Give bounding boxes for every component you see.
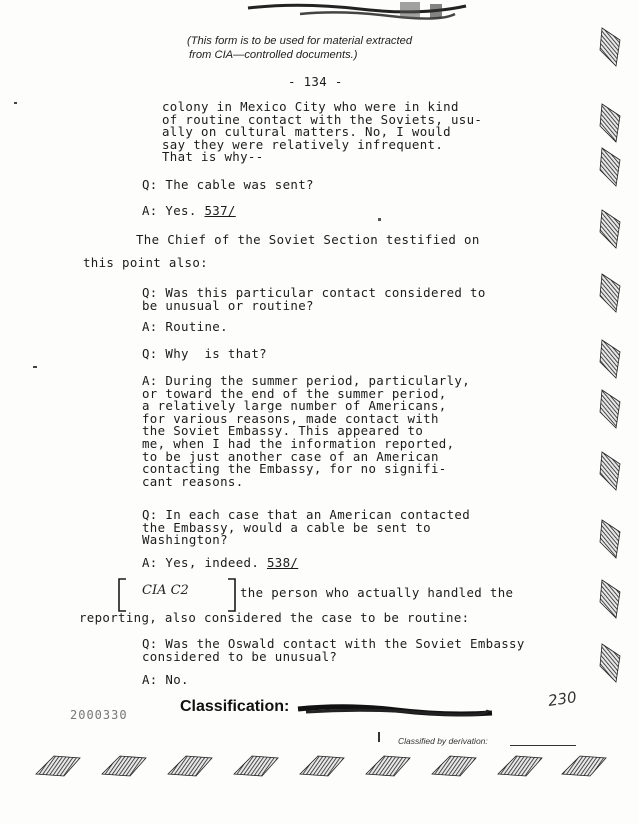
answer-routine: A: Routine.	[142, 319, 228, 334]
margin-speck	[14, 102, 17, 104]
form-note-line-1: (This form is to be used for material extracted	[187, 35, 413, 47]
right-border-marks	[592, 20, 632, 740]
classification-label: Classification:	[180, 698, 290, 715]
page-number: - 134 -	[288, 74, 343, 89]
stamp-number: 2000330	[70, 708, 128, 722]
footnote-ref-537: 537/	[204, 203, 236, 218]
continuation-paragraph: colony in Mexico City who were in kind of routine contact with the Soviets, usu- ally on cultural matters. No, I would say they were relatively infrequent. That is why--	[162, 99, 483, 165]
chief-intro-line-2: this point also:	[83, 255, 208, 270]
form-note	[187, 34, 412, 62]
handler-intro-line-2: reporting, also considered the case to be routine:	[79, 610, 470, 625]
header-redaction	[240, 0, 470, 22]
answer-yes-537	[142, 205, 236, 218]
derivation-line	[510, 745, 576, 746]
bottom-border-marks	[30, 750, 610, 780]
question-particular-contact: Q: Was this particular contact considered to be unusual or routine?	[142, 285, 486, 313]
question-each-case: Q: In each case that an American contacted the Embassy, would a cable be sent to Washington?	[142, 507, 471, 548]
answer-text: A: Yes.	[142, 203, 205, 218]
question-cable-sent: Q: The cable was sent?	[142, 177, 314, 192]
right-bracket	[226, 578, 238, 612]
derivation-tick	[378, 732, 380, 742]
answer-no: A: No.	[142, 672, 189, 687]
answer-text: A: Yes, indeed.	[142, 555, 267, 570]
derivation-label: Classified by derivation:	[398, 736, 488, 746]
form-note-line-2: from CIA—controlled documents.)	[189, 49, 358, 61]
handwritten-number: 230	[546, 688, 578, 710]
answer-yes-indeed-538	[142, 557, 298, 570]
footnote-ref-538: 538/	[266, 555, 299, 570]
margin-speck	[33, 366, 37, 368]
question-why: Q: Why is that?	[142, 346, 267, 361]
question-oswald-contact: Q: Was the Oswald contact with the Soviet Embassy considered to be unusual?	[142, 636, 525, 664]
answer-summer-period: A: During the summer period, particularly, or toward the end of the summer period, a relatively large number of Americans, for various reasons, made contact with the Soviet Embassy. This appeared to me, when I had the information reported, to be just another case of an American contacting the Embassy, for no signifi- cant reasons.	[142, 373, 471, 489]
chief-intro-line-1: The Chief of the Soviet Section testified on	[136, 232, 480, 247]
margin-speck	[378, 218, 381, 221]
handler-intro-line-1: the person who actually handled the	[240, 585, 514, 600]
bracket-insert: CIA C2	[142, 583, 189, 598]
classification-redaction	[296, 700, 496, 720]
left-bracket	[116, 578, 128, 612]
